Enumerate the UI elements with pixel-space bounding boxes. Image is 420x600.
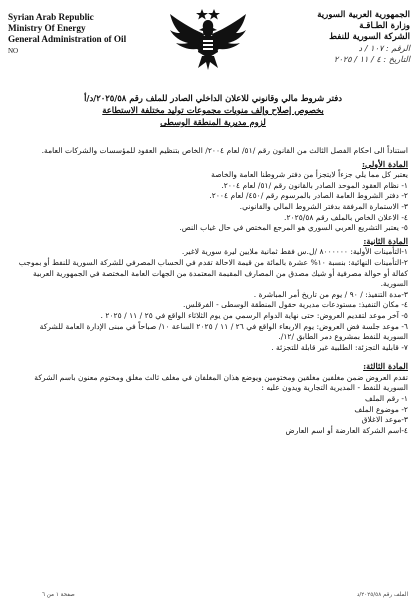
header-en-line1: Syrian Arab Republic [8, 12, 94, 22]
header-ar-line3: الشركة السورية للنفط [329, 32, 410, 42]
document-body [14, 146, 408, 436]
header-en-line3: General Administration of Oil [8, 34, 127, 44]
header-ar-line2: وزارة الطـاقـة [359, 21, 410, 31]
header-ar-date: التاريخ : ٤ / ١١ / ٢٠٢٥ [334, 54, 410, 64]
article1-heading: المادة الأولى: [361, 158, 408, 169]
header-arabic [317, 10, 410, 65]
article3-item: ٤-اسم الشركة العارضة أو اسم العارض [285, 425, 408, 435]
article2-item: ٧- قابلية التجزئة: الطلبية غير قابلة للتجزئة . [271, 342, 408, 352]
article3-lead: تقدم العروض ضمن مغلفين مغلقين ومختومين ويوضع هذان المغلفان في مغلف ثالث مغلق ومختوم معنون باسم الشركة السورية للنفط - المديرية التجارية ويدون عليه : [34, 372, 408, 393]
title-line2: بخصوص إصلاح وإلف منويات مجموعات توليد مختلفة الاستطاعة [102, 105, 324, 115]
emblem-eagle-icon [166, 6, 250, 72]
article1-item: ٣- الاستمارة المرفقة بدفتر الشروط المالي والقانوني. [239, 201, 408, 211]
title-line1: دفتر شروط مالي وقانوني للاعلان الداخلي الصادر للملف رقم ٢٠٢٥/٥٨/د/أ [84, 93, 342, 103]
article2-item: ٢-التأمينات النهائية: بنسبة ١٠% عشرة بالمائة من قيمة الاحالة تقدم في الحساب المصرفي للشركة السورية للنفط أو بموجب كفالة أو حوالة مصرفية أو شيك مصدق من المصارف المقيمة المعتمدة من الجهات العامة المختصة في الجمهورية العربية السورية. [18, 257, 408, 289]
article1-lead: يعتبر كل مما يلي جزءاً لايتجزأ من دفتر شروطنا العامة والخاصة [211, 170, 408, 180]
article1-item: ٥- يعتبر التشريع العربي السوري هو المرجع المختص في حال غياب النص. [179, 223, 408, 233]
header-english [8, 12, 126, 57]
article2-item: ٤- مكان التنفيذ: مستودعات مديرية حقول المنطقة الوسطى - الفرقلس. [183, 300, 408, 310]
article2-heading: المادة الثانية: [363, 235, 408, 246]
article2-item: ٦- موعد جلسة فض العروض: يوم الاربعاء الواقع في ٢٦ / ١١ / ٢٠٢٥ الساعة ١٠/ صباحاً في مبنى الإدارة العامة للشركة السورية للنفط بمشروع دمر الطابق /١٢/. [39, 321, 408, 342]
article3-heading: المادة الثالثة: [363, 361, 408, 372]
title-line3: لزوم مديرية المنطقة الوسطى [160, 117, 266, 127]
article3-item: ٣-موعد الاغلاق [361, 415, 408, 425]
header-en-no: NO [8, 47, 19, 55]
document-title [20, 92, 406, 128]
header-ar-line1: الجمهورية العربية السورية [317, 10, 410, 20]
article1-item: ٢- دفتر الشروط العامة الصادر بالمرسوم رقم /٤٥٠/ لعام ٢٠٠٤. [209, 191, 408, 201]
intro-paragraph: استناداً الى احكام الفصل الثالث من القانون رقم /٥١/ لعام ٢٠٠٤/ الخاص بتنظيم العقود للمؤسسات والشركات العامة. [41, 146, 408, 155]
header-en-line2: Ministry Of Energy [8, 23, 86, 33]
article2-item: ٥- آخر موعد لتقديم العروض: حتى نهاية الدوام الرسمي من يوم الثلاثاء الواقع في ٢٥ / ١١ / ٢٠٢٥ . [100, 310, 408, 320]
article2-item: ٣-مدة التنفيذ: / ٩٠ / يوم من تاريخ أمر المباشرة . [253, 289, 408, 299]
footer-page-number: صفحة ١ من ٦ [42, 592, 75, 598]
article2-item: ١-التأمينات الأولية: ٨٠٠٠٠٠٠ /ل.س فقط ثمانية ملايين ليرة سورية لاغير. [181, 247, 408, 257]
article1-item: ١- نظام العقود الموحد الصادر بالقانون رقم /٥١/ لعام ٢٠٠٤. [221, 180, 408, 190]
article3-item: ٢- موضوع الملف [354, 404, 408, 414]
footer-file-code: الملف رقم ٢٠٢٥/٥٨/د [356, 592, 408, 598]
header-ar-ref: الرقم : ١٠٧ / د [358, 43, 410, 53]
article3-item: ١- رقم الملف [364, 394, 408, 404]
article1-item: ٤- الاعلان الخاص بالملف رقم ٢٠٢٥/٥٨. [284, 212, 408, 222]
